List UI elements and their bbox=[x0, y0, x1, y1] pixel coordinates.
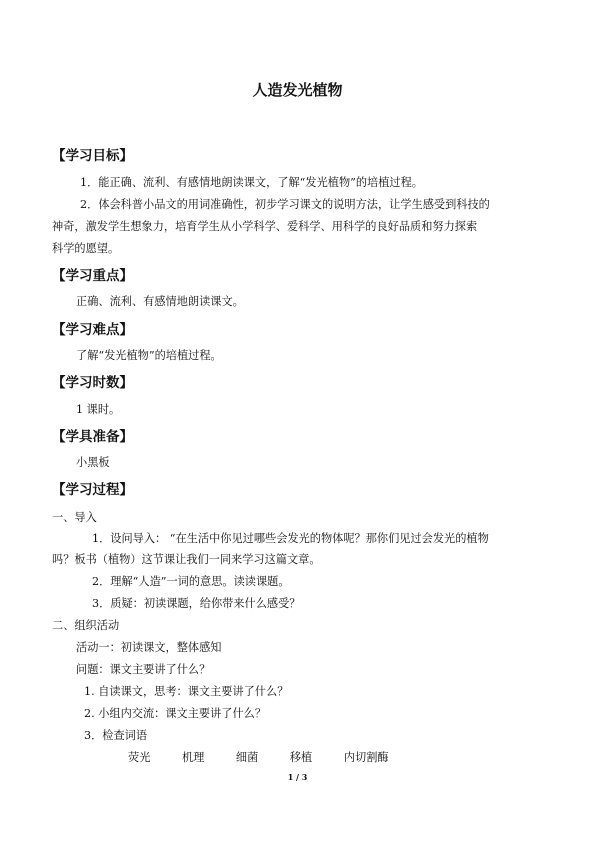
heading-hours: 【学习时数】 bbox=[52, 375, 133, 391]
goal-item-1: 1．能正确、流利、有感情地朗读课文，了解“发光植物”的培植过程。 bbox=[80, 176, 423, 189]
heading-difficulty: 【学习难点】 bbox=[52, 322, 133, 338]
step-2: 2. 小组内交流：课文主要讲了什么？ bbox=[84, 707, 267, 720]
process-p1-line-1: 1．设问导入： “在生活中你见过哪些会发光的物体呢？那你们见过会发光的植物 bbox=[92, 532, 489, 545]
process-p1-line-2: 吗？板书（植物）这节课让我们一同来学习这篇文章。 bbox=[52, 553, 321, 566]
tools-text: 小黑板 bbox=[76, 456, 110, 469]
goal-item-2-line-2: 神奇，激发学生想象力，培育学生从小学科学、爱科学、用科学的良好品质和努力探索 bbox=[52, 220, 478, 233]
page-title: 人造发光植物 bbox=[252, 81, 343, 99]
heading-focus: 【学习重点】 bbox=[52, 268, 133, 284]
vocab-word: 荧光 bbox=[128, 751, 151, 764]
focus-text: 正确、流利、有感情地朗读课文。 bbox=[76, 295, 244, 308]
heading-process: 【学习过程】 bbox=[52, 482, 133, 498]
activity-1: 活动一：初读课文，整体感知 bbox=[76, 641, 222, 654]
goal-item-2-line-1: 2．体会科普小品文的用词准确性，初步学习课文的说明方法，让学生感受到科技的 bbox=[80, 198, 490, 211]
vocab-list bbox=[128, 751, 417, 765]
vocab-word: 移植 bbox=[289, 751, 313, 764]
goal-item-2-line-3: 科学的愿望。 bbox=[52, 242, 120, 255]
process-p2: 2．理解“人造”一词的意思。读读课题。 bbox=[92, 575, 290, 588]
part2-title: 二、组织活动 bbox=[52, 619, 120, 632]
vocab-word: 机理 bbox=[181, 751, 205, 764]
vocab-word: 细菌 bbox=[235, 751, 259, 764]
step-1: 1. 自读课文，思考：课文主要讲了什么？ bbox=[84, 685, 289, 698]
process-p3: 3．质疑：初读课题，给你带来什么感受？ bbox=[92, 597, 301, 610]
page-number: 1 / 3 bbox=[287, 772, 308, 782]
step-3: 3．检查词语 bbox=[84, 729, 148, 742]
heading-tools: 【学具准备】 bbox=[52, 429, 133, 445]
question-text: 问题：课文主要讲了什么？ bbox=[76, 663, 211, 676]
heading-goals: 【学习目标】 bbox=[52, 148, 133, 164]
difficulty-text: 了解“发光植物”的培植过程。 bbox=[76, 349, 222, 362]
part1-title: 一、导入 bbox=[52, 511, 97, 524]
vocab-word: 内切割酶 bbox=[343, 751, 389, 764]
hours-text: 1 课时。 bbox=[76, 403, 121, 416]
